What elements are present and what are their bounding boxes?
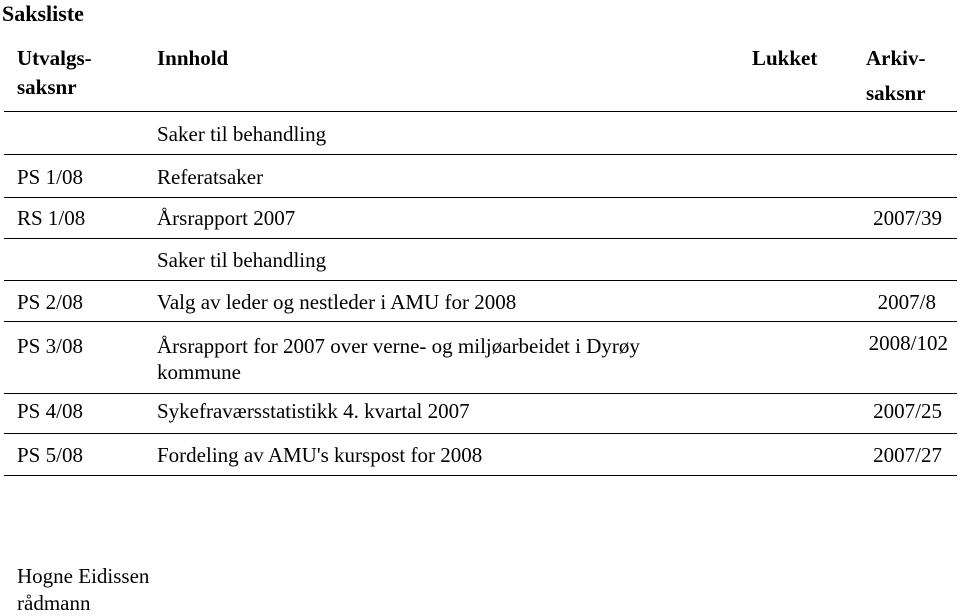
row-innhold: Årsrapport for 2007 over verne- og miljøarbeidet i Dyrøy [157,334,640,358]
header-utvalgssaksnr [17,44,92,102]
row-arkivsaksnr: 2007/8 [877,290,936,314]
row-divider [4,393,957,394]
header-utvalgssaksnr-line1: Utvalgs- [17,46,92,70]
row-divider [4,433,957,434]
header-lukket: Lukket [752,46,818,70]
signature-name: Hogne Eidissen [17,564,150,588]
row-saksnr: PS 4/08 [17,399,83,423]
row-saksnr: PS 2/08 [17,290,83,314]
row-innhold: Fordeling av AMU's kurspost for 2008 [157,443,483,467]
row-divider [4,321,957,322]
row-innhold: Sykefraværsstatistikk 4. kvartal 2007 [157,399,470,423]
row-innhold: Saker til behandling [157,122,327,146]
row-saksnr: RS 1/08 [17,206,86,230]
row-saksnr: PS 3/08 [17,334,83,358]
header-innhold: Innhold [157,46,229,70]
table-bottom-divider [4,475,957,476]
row-arkivsaksnr: 2007/25 [873,399,942,423]
row-arkivsaksnr: 2007/39 [873,206,942,230]
row-innhold: Saker til behandling [157,248,327,272]
header-arkivsaksnr-line2: saksnr [866,81,926,105]
signature-role: rådmann [17,591,91,615]
row-arkivsaksnr: 2008/102 [868,331,948,355]
header-divider [4,111,957,112]
row-divider [4,197,957,198]
row-innhold: Referatsaker [157,165,264,189]
row-innhold: Årsrapport 2007 [157,206,296,230]
header-arkivsaksnr-line1: Arkiv- [866,46,926,70]
header-arkivsaksnr [866,44,926,108]
row-divider [4,154,957,155]
row-divider [4,280,957,281]
row-innhold-continued: kommune [157,360,241,384]
row-innhold: Valg av leder og nestleder i AMU for 2008 [157,290,517,314]
row-divider [4,238,957,239]
row-saksnr: PS 5/08 [17,443,83,467]
row-saksnr: PS 1/08 [17,165,83,189]
header-utvalgssaksnr-line2: saksnr [17,75,77,99]
page-title: Saksliste [2,1,84,26]
row-arkivsaksnr: 2007/27 [873,443,942,467]
